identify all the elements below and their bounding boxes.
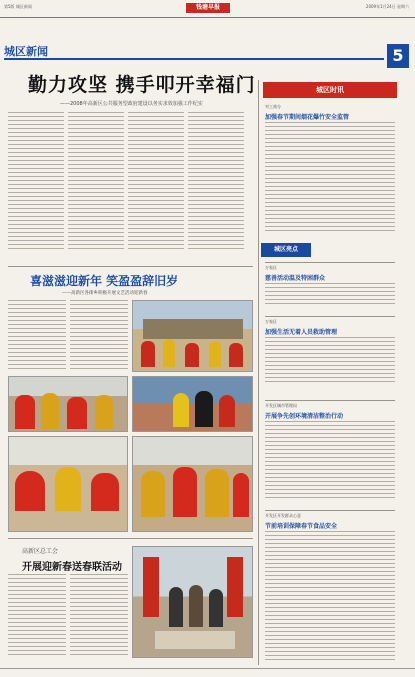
city-news-banner: 城区时讯 xyxy=(263,82,397,98)
brief-kicker: 万家区 xyxy=(265,319,277,324)
lead-body-col-1 xyxy=(8,112,64,252)
brief-title: 加强春节期间烟花爆竹安全监管 xyxy=(265,114,350,121)
performance-photo xyxy=(8,376,128,432)
new-year-headline: 喜滋滋迎新年 笑盈盈辞旧岁 xyxy=(30,274,179,288)
divider xyxy=(265,316,395,317)
section-divider xyxy=(4,58,384,60)
stage-photo xyxy=(132,376,253,432)
divider xyxy=(265,262,395,263)
brief-body xyxy=(265,283,395,307)
lion-dance-photo xyxy=(8,436,128,532)
union-body-col-2 xyxy=(70,574,128,658)
lead-body-col-2 xyxy=(68,112,124,252)
couplet-event-photo xyxy=(132,546,253,658)
brief-body xyxy=(265,531,395,661)
union-headline: 开展迎新春送春联活动 xyxy=(22,562,122,573)
divider xyxy=(8,266,253,267)
divider xyxy=(8,538,253,539)
brief-title: 慈善活动温及特困群众 xyxy=(265,275,326,282)
lead-body-col-4 xyxy=(188,112,244,252)
lead-subhead: ——2008年高新区公共服务型政府建设以务实求效加强工作纪实 xyxy=(60,101,203,107)
new-year-body-col-2 xyxy=(70,300,128,372)
celebration-photo xyxy=(132,300,253,372)
column-divider xyxy=(258,80,259,665)
brief-title: 加强生活无着人员救助管理 xyxy=(265,329,338,336)
brief-kicker: 开发区开发群众心意 xyxy=(265,513,301,518)
issue-date: 2009年1月24日 星期六 xyxy=(365,4,409,9)
lead-headline: 勤力攻坚 携手叩开幸福门 xyxy=(28,74,256,96)
brief-kicker: 万家区 xyxy=(265,265,277,270)
union-body-col-1 xyxy=(8,574,66,658)
divider xyxy=(265,510,395,511)
brief-kicker: 开发区城市管理局 xyxy=(265,403,297,408)
brief-title: 开展争先创环境清洁整治行动 xyxy=(265,413,344,420)
union-kicker: 高新区总工会 xyxy=(22,548,59,555)
new-year-body-col-1 xyxy=(8,300,66,372)
brief-body xyxy=(265,337,395,385)
brief-body xyxy=(265,122,395,234)
dancers-photo xyxy=(132,436,253,532)
newspaper-logo: 钱塘早报 xyxy=(186,3,230,13)
brief-title: 节前培训保障春节食品安全 xyxy=(265,523,338,530)
brief-body xyxy=(265,421,395,501)
section-title: 城区新闻 xyxy=(4,45,48,58)
brief-kicker: 对工商分 xyxy=(265,104,281,109)
new-year-subhead: ——高新区各街乡积极开展文艺活动迎新春 xyxy=(62,291,148,296)
city-highlight-tag: 城区亮点 xyxy=(261,243,311,257)
page-footer xyxy=(0,668,415,677)
lead-body-col-3 xyxy=(128,112,184,252)
divider xyxy=(265,400,395,401)
page-number: 5 xyxy=(387,44,409,68)
page-label: 第5版 城区新闻 xyxy=(4,4,32,9)
